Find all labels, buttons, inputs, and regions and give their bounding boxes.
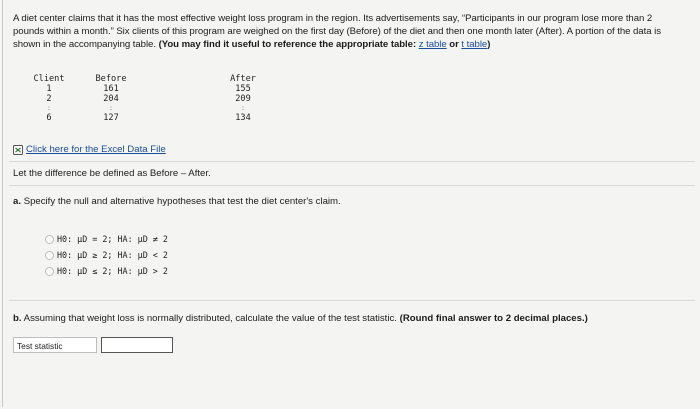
part-b-label: b. bbox=[13, 313, 22, 324]
test-statistic-input[interactable] bbox=[101, 337, 173, 353]
t-table-link[interactable]: t table bbox=[461, 39, 488, 50]
table-ellipsis-row bbox=[27, 104, 295, 113]
option-label: H0: μD ≥ 2; HA: μD < 2 bbox=[57, 250, 168, 260]
intro-text: A diet center claims that it has the most effective weight loss program in the region. Its advertisements say, “Participants in our program lose more than 2 pounds within a month.” Six clients of this program are weighed on the first day (Before) of the diet and then one month later (After). A portion of the data is shown in the accompanying table. bbox=[13, 13, 661, 50]
cell-client: 1 bbox=[46, 84, 52, 94]
excel-file-icon bbox=[13, 145, 23, 155]
part-b-question bbox=[13, 313, 588, 324]
question-panel bbox=[2, 0, 695, 407]
cell-before: 204 bbox=[103, 94, 119, 104]
cell-client: 2 bbox=[46, 94, 52, 104]
test-statistic-label: Test statistic bbox=[13, 337, 97, 353]
table-row bbox=[27, 84, 295, 94]
radio-button[interactable] bbox=[45, 267, 54, 276]
option-label: H0: μD ≤ 2; HA: μD > 2 bbox=[57, 266, 168, 276]
header-before: Before bbox=[95, 74, 127, 84]
ellipsis: : bbox=[46, 104, 52, 112]
hypothesis-option-2[interactable] bbox=[45, 247, 168, 263]
difference-definition: Let the difference be defined as Before – After. bbox=[13, 168, 211, 179]
part-a-label: a. bbox=[13, 196, 22, 207]
radio-button[interactable] bbox=[45, 235, 54, 244]
cell-before: 161 bbox=[103, 84, 119, 94]
table-header-row bbox=[27, 74, 295, 84]
header-after: After bbox=[230, 74, 256, 84]
part-b-rounding-note: (Round final answer to 2 decimal places.) bbox=[399, 313, 588, 324]
intro-bold-prefix: (You may find it useful to reference the appropriate table: bbox=[158, 39, 417, 50]
ellipsis: : bbox=[108, 104, 114, 112]
part-a-text: Specify the null and alternative hypotheses that test the diet center's claim. bbox=[23, 196, 341, 207]
excel-data-file-link[interactable]: Click here for the Excel Data File bbox=[26, 144, 166, 155]
part-b-text: Assuming that weight loss is normally distributed, calculate the value of the test statistic. bbox=[23, 313, 397, 324]
ellipsis: : bbox=[240, 104, 246, 112]
cell-client: 6 bbox=[46, 113, 52, 123]
divider bbox=[9, 300, 695, 301]
data-table bbox=[27, 74, 295, 123]
or-text: or bbox=[449, 39, 459, 50]
cell-after: 134 bbox=[235, 113, 251, 123]
hypothesis-option-3[interactable] bbox=[45, 263, 168, 279]
test-statistic-row bbox=[13, 337, 173, 353]
radio-button[interactable] bbox=[45, 251, 54, 260]
excel-link-row[interactable] bbox=[13, 144, 166, 155]
cell-after: 155 bbox=[235, 84, 251, 94]
divider bbox=[9, 185, 695, 186]
hypothesis-options bbox=[45, 231, 168, 279]
part-a-question bbox=[13, 196, 341, 207]
z-table-link[interactable]: z table bbox=[418, 39, 447, 50]
hypothesis-option-1[interactable] bbox=[45, 231, 168, 247]
option-label: H0: μD = 2; HA: μD ≠ 2 bbox=[57, 234, 168, 244]
divider bbox=[9, 161, 695, 162]
table-row bbox=[27, 94, 295, 104]
cell-before: 127 bbox=[103, 113, 119, 123]
header-client: Client bbox=[33, 74, 65, 84]
cell-after: 209 bbox=[235, 94, 251, 104]
table-row bbox=[27, 113, 295, 123]
intro-bold-suffix: ) bbox=[487, 39, 491, 50]
problem-intro bbox=[13, 12, 683, 51]
